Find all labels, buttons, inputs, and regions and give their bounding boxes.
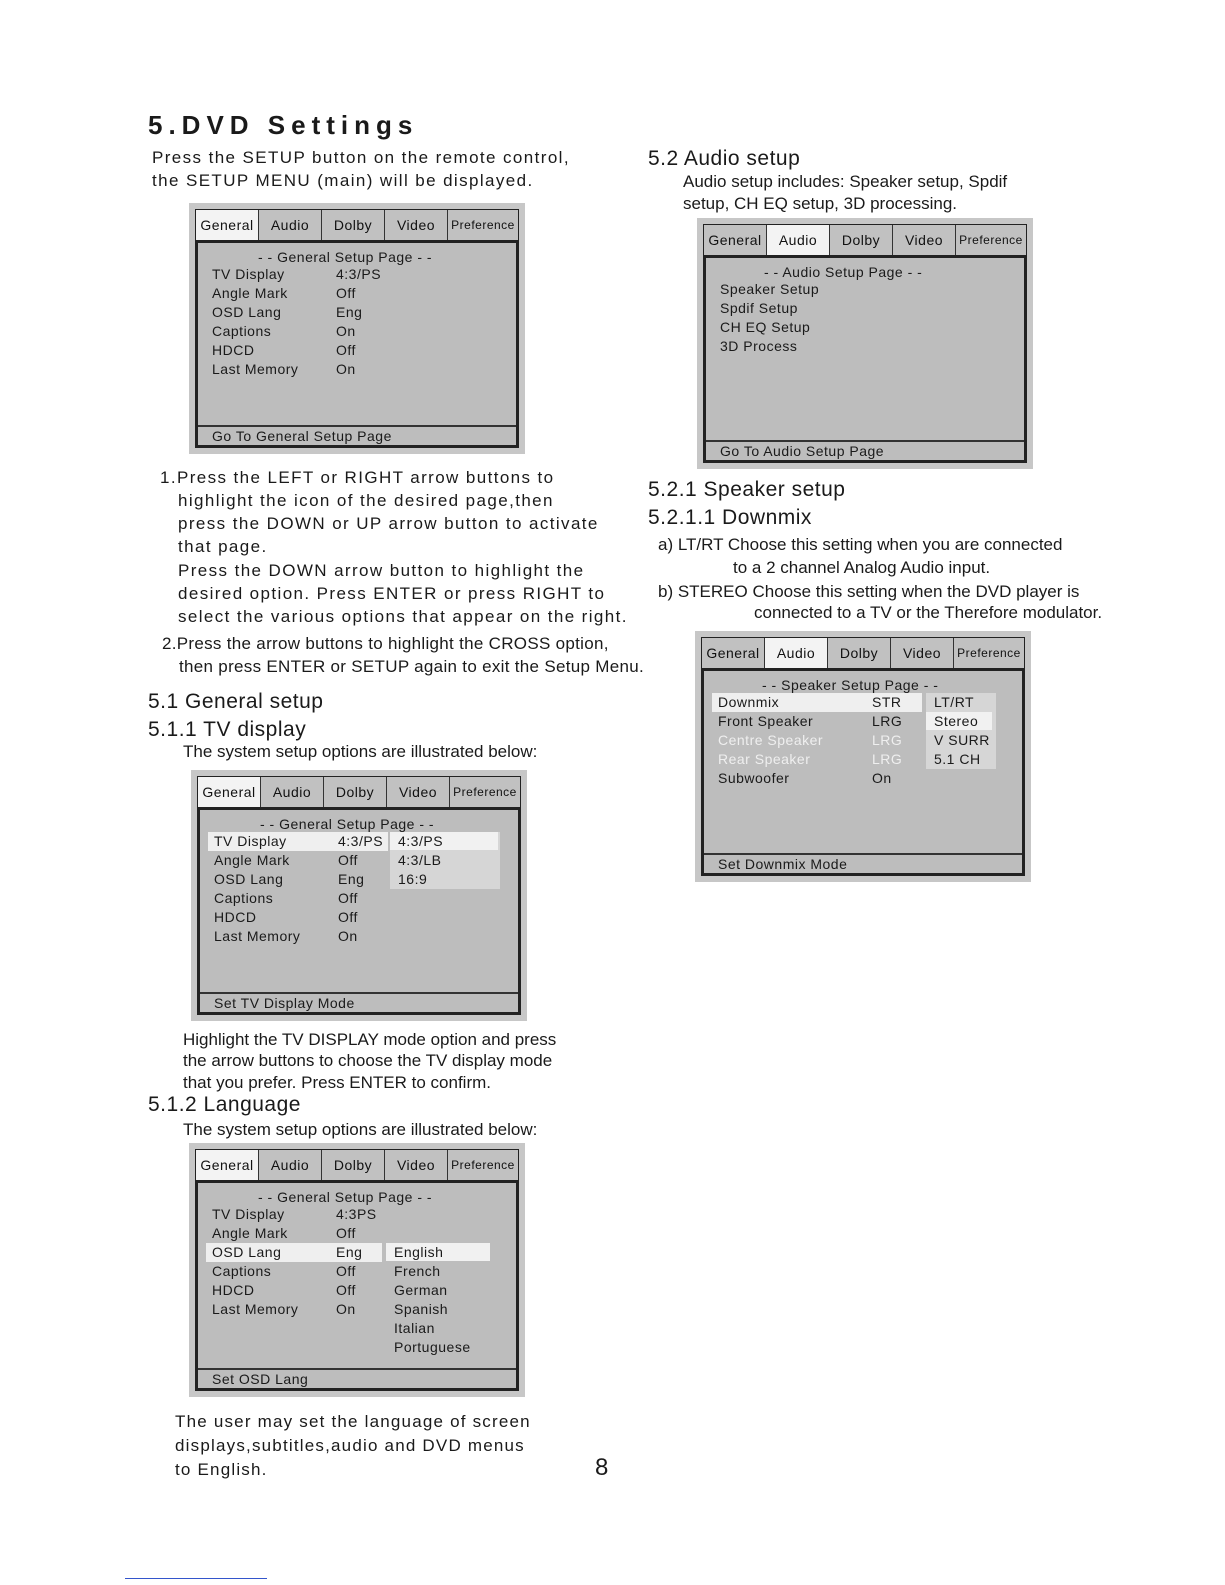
tab-preference[interactable]: Preference bbox=[957, 646, 1021, 660]
tv-display-screen bbox=[191, 770, 527, 1021]
tab-video[interactable]: Video bbox=[387, 777, 450, 807]
option-dropdown bbox=[390, 832, 500, 889]
tab-audio[interactable]: Audio bbox=[259, 1150, 322, 1180]
tab-dolby[interactable]: Dolby bbox=[324, 777, 387, 807]
menu-option-value: Eng bbox=[338, 871, 365, 887]
intro-line-2: the SETUP MENU (main) will be displayed. bbox=[152, 171, 534, 190]
tab-preference[interactable]: Preference bbox=[451, 218, 515, 232]
intro-line-1: Press the SETUP button on the remote control, bbox=[152, 148, 570, 167]
menu-option-label: Centre Speaker bbox=[718, 732, 824, 748]
menu-tabs bbox=[195, 209, 519, 241]
lang-note-line: to English. bbox=[175, 1460, 268, 1479]
menu-panel bbox=[195, 1181, 519, 1391]
tab-audio[interactable]: Audio bbox=[767, 225, 830, 255]
menu-option-label[interactable]: 3D Process bbox=[720, 338, 798, 354]
menu-option-value: Off bbox=[336, 285, 356, 301]
menu-page-title: - - Audio Setup Page - - bbox=[764, 264, 923, 280]
option-dropdown bbox=[926, 693, 996, 769]
menu-option-label[interactable]: Captions bbox=[212, 1263, 272, 1279]
menu-option-label[interactable]: Last Memory bbox=[212, 1301, 299, 1317]
tab-general[interactable]: General bbox=[704, 225, 767, 255]
menu-page-title: - - General Setup Page - - bbox=[258, 1189, 433, 1205]
menu-tabs bbox=[703, 224, 1027, 256]
tab-dolby[interactable]: Dolby bbox=[322, 210, 385, 240]
menu-option-label[interactable]: TV Display bbox=[212, 1206, 285, 1222]
tab-preference[interactable]: Preference bbox=[451, 1158, 515, 1172]
menu-option-value: Off bbox=[338, 909, 358, 925]
downmix-desc: a) LT/RT Choose this setting when you are connected bbox=[658, 535, 1063, 554]
dropdown-option[interactable]: Portuguese bbox=[394, 1339, 471, 1355]
tv-note-line: that you prefer. Press ENTER to confirm. bbox=[183, 1073, 492, 1092]
dropdown-option[interactable]: LT/RT bbox=[934, 694, 975, 710]
page-title: 5.DVD Settings bbox=[148, 110, 419, 140]
footer-rule bbox=[125, 1578, 267, 1579]
lang-note-line: displays,subtitles,audio and DVD menus bbox=[175, 1436, 525, 1455]
menu-tabs bbox=[195, 1149, 519, 1181]
dropdown-option[interactable]: 4:3/PS bbox=[390, 832, 498, 850]
menu-option-value: STR bbox=[872, 694, 902, 710]
dropdown-option[interactable]: German bbox=[394, 1282, 448, 1298]
menu-page-title: - - Speaker Setup Page - - bbox=[762, 677, 939, 693]
menu-option-label[interactable]: CH EQ Setup bbox=[720, 319, 811, 335]
tab-general[interactable]: General bbox=[198, 777, 261, 807]
section-heading: 5.1.2 Language bbox=[148, 1093, 301, 1116]
osd-language-screen bbox=[189, 1143, 525, 1397]
lang-note-line: The user may set the language of screen bbox=[175, 1412, 531, 1431]
menu-option-value: 4:3PS bbox=[336, 1206, 377, 1222]
menu-page-title: - - General Setup Page - - bbox=[260, 816, 435, 832]
audio-intro-line: Audio setup includes: Speaker setup, Spdif bbox=[683, 172, 1008, 191]
instruction-line: highlight the icon of the desired page,then bbox=[178, 491, 554, 510]
section-heading: 5.2 Audio setup bbox=[648, 147, 801, 170]
tab-video[interactable]: Video bbox=[891, 638, 954, 668]
menu-option-label[interactable]: HDCD bbox=[212, 1282, 255, 1298]
menu-status-bar: Set TV Display Mode bbox=[200, 992, 518, 1012]
menu-option-label[interactable]: Angle Mark bbox=[214, 852, 290, 868]
menu-panel bbox=[703, 256, 1027, 463]
menu-option-value: On bbox=[336, 323, 356, 339]
dropdown-option[interactable]: 4:3/LB bbox=[398, 852, 442, 868]
menu-option-value: On bbox=[872, 770, 892, 786]
section-heading: 5.1.1 TV display bbox=[148, 718, 307, 741]
tab-dolby[interactable]: Dolby bbox=[322, 1150, 385, 1180]
instruction-line: 2.Press the arrow buttons to highlight the CROSS option, bbox=[162, 634, 609, 653]
downmix-desc: connected to a TV or the Therefore modulator. bbox=[754, 603, 1103, 622]
page-number: 8 bbox=[595, 1454, 609, 1481]
downmix-desc: b) STEREO Choose this setting when the DVD player is bbox=[658, 582, 1080, 601]
dropdown-option[interactable]: 5.1 CH bbox=[934, 751, 981, 767]
menu-option-value: On bbox=[336, 361, 356, 377]
tab-preference[interactable]: Preference bbox=[959, 233, 1023, 247]
instruction-line: select the various options that appear on the right. bbox=[178, 607, 628, 626]
menu-option-value: Off bbox=[336, 1263, 356, 1279]
downmix-desc: to a 2 channel Analog Audio input. bbox=[733, 558, 991, 577]
tab-video[interactable]: Video bbox=[385, 210, 448, 240]
instruction-line: that page. bbox=[178, 537, 268, 556]
menu-option-value: LRG bbox=[872, 713, 903, 729]
dropdown-option[interactable]: 16:9 bbox=[398, 871, 428, 887]
section-heading: 5.2.1.1 Downmix bbox=[648, 506, 812, 529]
menu-option-label[interactable]: Spdif Setup bbox=[720, 300, 798, 316]
tab-general[interactable]: General bbox=[196, 1150, 259, 1180]
section-heading: 5.1 General setup bbox=[148, 690, 324, 713]
menu-option-label[interactable]: Speaker Setup bbox=[720, 281, 820, 297]
dropdown-option[interactable]: Stereo bbox=[926, 712, 992, 730]
dropdown-option[interactable]: Italian bbox=[394, 1320, 435, 1336]
tab-video[interactable]: Video bbox=[385, 1150, 448, 1180]
tab-general[interactable]: General bbox=[702, 638, 765, 668]
menu-option-label[interactable]: Angle Mark bbox=[212, 285, 288, 301]
menu-status-bar: Set Downmix Mode bbox=[704, 853, 1022, 873]
menu-option-label[interactable]: Angle Mark bbox=[212, 1225, 288, 1241]
menu-option-value: On bbox=[338, 928, 358, 944]
menu-option-label[interactable]: HDCD bbox=[212, 342, 255, 358]
tv-note-line: Highlight the TV DISPLAY mode option and press bbox=[183, 1030, 557, 1049]
menu-tabs bbox=[197, 776, 521, 808]
menu-option-value: Off bbox=[338, 890, 358, 906]
menu-panel bbox=[701, 669, 1025, 876]
menu-option-label[interactable]: Captions bbox=[214, 890, 274, 906]
dropdown-option[interactable]: V SURR bbox=[934, 732, 990, 748]
menu-option-label[interactable]: TV Display bbox=[214, 833, 287, 849]
illustrated-note: The system setup options are illustrated below: bbox=[183, 742, 538, 761]
menu-option-label[interactable]: Last Memory bbox=[212, 361, 299, 377]
general-setup-screen bbox=[189, 203, 525, 454]
menu-option-label[interactable]: OSD Lang bbox=[212, 1244, 282, 1260]
menu-option-value: 4:3/PS bbox=[338, 833, 384, 849]
instruction-line: 1.Press the LEFT or RIGHT arrow buttons to bbox=[160, 468, 555, 487]
menu-option-label[interactable]: Front Speaker bbox=[718, 713, 814, 729]
instruction-line: desired option. Press ENTER or press RIGHT to bbox=[178, 584, 606, 603]
instruction-line: Press the DOWN arrow button to highlight the bbox=[178, 561, 585, 580]
menu-option-label[interactable]: HDCD bbox=[214, 909, 257, 925]
menu-option-value: Off bbox=[336, 1282, 356, 1298]
menu-page-title: - - General Setup Page - - bbox=[258, 249, 433, 265]
tab-preference[interactable]: Preference bbox=[453, 785, 517, 799]
menu-status-bar: Go To Audio Setup Page bbox=[706, 440, 1024, 460]
menu-option-label[interactable]: Downmix bbox=[718, 694, 780, 710]
menu-option-value: Eng bbox=[336, 304, 363, 320]
menu-tabs bbox=[701, 637, 1025, 669]
tab-audio[interactable]: Audio bbox=[765, 638, 828, 668]
tv-note-line: the arrow buttons to choose the TV display mode bbox=[183, 1051, 553, 1070]
menu-option-value: On bbox=[336, 1301, 356, 1317]
menu-option-label[interactable]: Captions bbox=[212, 323, 272, 339]
tab-audio[interactable]: Audio bbox=[261, 777, 324, 807]
menu-option-label: Rear Speaker bbox=[718, 751, 811, 767]
tab-audio[interactable]: Audio bbox=[259, 210, 322, 240]
dropdown-option[interactable]: French bbox=[394, 1263, 441, 1279]
menu-option-label[interactable]: OSD Lang bbox=[212, 304, 282, 320]
speaker-setup-screen bbox=[695, 631, 1031, 882]
tab-dolby[interactable]: Dolby bbox=[830, 225, 893, 255]
illustrated-note: The system setup options are illustrated below: bbox=[183, 1120, 538, 1139]
menu-option-value: LRG bbox=[872, 751, 903, 767]
menu-option-value: LRG bbox=[872, 732, 903, 748]
audio-intro-line: setup, CH EQ setup, 3D processing. bbox=[683, 194, 958, 213]
menu-option-label[interactable]: Subwoofer bbox=[718, 770, 790, 786]
tab-general[interactable]: General bbox=[196, 210, 259, 240]
menu-option-value: Off bbox=[336, 342, 356, 358]
menu-option-label[interactable]: OSD Lang bbox=[214, 871, 284, 887]
section-heading: 5.2.1 Speaker setup bbox=[648, 478, 846, 501]
menu-option-value: Off bbox=[338, 852, 358, 868]
menu-status-bar: Set OSD Lang bbox=[198, 1368, 516, 1388]
menu-option-value: 4:3/PS bbox=[336, 266, 382, 282]
dropdown-option[interactable]: Spanish bbox=[394, 1301, 449, 1317]
instruction-line: then press ENTER or SETUP again to exit the Setup Menu. bbox=[179, 657, 645, 676]
tab-video[interactable]: Video bbox=[893, 225, 956, 255]
menu-panel bbox=[197, 808, 521, 1015]
instruction-line: press the DOWN or UP arrow button to activate bbox=[178, 514, 599, 533]
menu-option-value: Off bbox=[336, 1225, 356, 1241]
tab-dolby[interactable]: Dolby bbox=[828, 638, 891, 668]
menu-panel bbox=[195, 241, 519, 448]
menu-option-label[interactable]: Last Memory bbox=[214, 928, 301, 944]
menu-option-label[interactable]: TV Display bbox=[212, 266, 285, 282]
menu-status-bar: Go To General Setup Page bbox=[198, 425, 516, 445]
audio-setup-screen bbox=[697, 218, 1033, 469]
dropdown-option[interactable]: English bbox=[386, 1243, 490, 1261]
menu-option-value: Eng bbox=[336, 1244, 363, 1260]
